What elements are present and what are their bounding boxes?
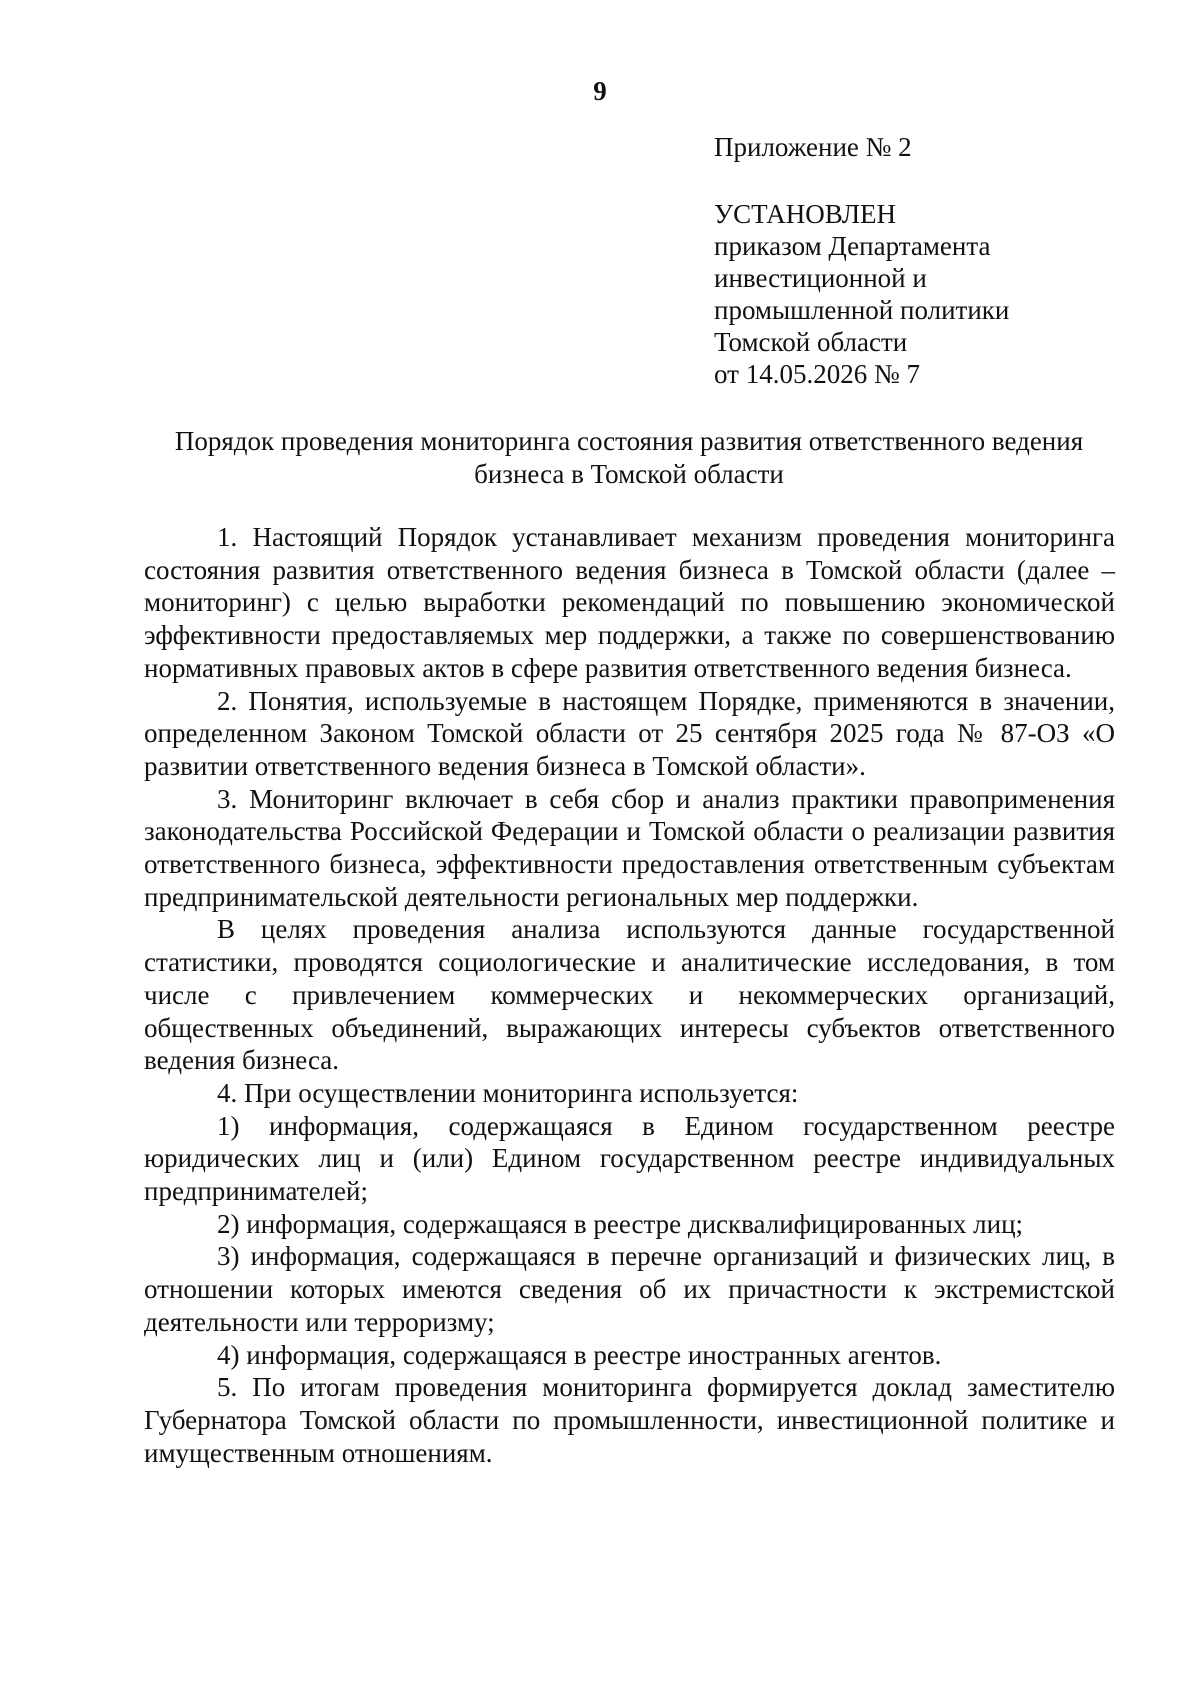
approval-line: приказом Департамента xyxy=(714,231,991,261)
appendix-label: Приложение № 2 xyxy=(714,132,912,162)
paragraph-5: 5. По итогам проведения мониторинга формируется доклад заместителю Губернатора Томской области по промышленности, инвестиционной политике и имущественным отношениям. xyxy=(144,1372,1115,1468)
approval-block xyxy=(714,198,1009,390)
list-item-1: 1) информация, содержащаяся в Едином государственном реестре юридических лиц и (или) Едином государственном реестре индивидуальных предпринимателей; xyxy=(144,1110,1115,1207)
approval-line: Томской области xyxy=(714,327,908,357)
list-item-4: 4) информация, содержащаяся в реестре иностранных агентов. xyxy=(217,1339,942,1370)
page-number: 9 xyxy=(593,76,607,106)
paragraph-3-analysis: В целях проведения анализа используются данные государственной статистики, проводятся социологические и аналитические исследования, в том числе с привлечением коммерческих и некоммерческих организаций, общественных объединений, выражающих интересы субъектов ответственного ведения бизнеса. xyxy=(144,914,1115,1076)
document-title xyxy=(145,425,1113,490)
document-title-line: бизнеса в Томской области xyxy=(474,458,784,489)
document-body xyxy=(144,521,1115,1469)
list-item-2: 2) информация, содержащаяся в реестре дисквалифицированных лиц; xyxy=(217,1208,1024,1239)
approval-line: промышленной политики xyxy=(714,295,1010,325)
list-item-3: 3) информация, содержащаяся в перечне организаций и физических лиц, в отношении которых имеются сведения об их причастности к экстремистской деятельности или терроризму; xyxy=(144,1241,1115,1337)
approval-line: инвестиционной и xyxy=(714,263,927,293)
paragraph-2: 2. Понятия, используемые в настоящем Порядке, применяются в значении, определенном Законом Томской области от 25 сентября 2025 года № 87-ОЗ «О развитии ответственного ведения бизнеса в Томской области». xyxy=(144,685,1115,781)
paragraph-4: 4. При осуществлении мониторинга используется: xyxy=(217,1077,799,1108)
approval-line: от 14.05.2026 № 7 xyxy=(714,359,920,389)
paragraph-3: 3. Мониторинг включает в себя сбор и анализ практики правоприменения законодательства Российской Федерации и Томской области о реализации развития ответственного бизнеса, эффективности предоставления ответственным субъектам предпринимательской деятельности региональных мер поддержки. xyxy=(144,783,1115,912)
paragraph-1: 1. Настоящий Порядок устанавливает механизм проведения мониторинга состояния развития ответственного ведения бизнеса в Томской области (далее – мониторинг) с целью выработки рекомендаций по повышению экономической эффективности предоставляемых мер поддержки, а также по совершенствованию нормативных правовых актов в сфере развития ответственного ведения бизнеса. xyxy=(144,522,1115,683)
approval-heading: УСТАНОВЛЕН xyxy=(714,199,897,229)
document-title-line: Порядок проведения мониторинга состояния развития ответственного ведения xyxy=(174,426,1084,456)
